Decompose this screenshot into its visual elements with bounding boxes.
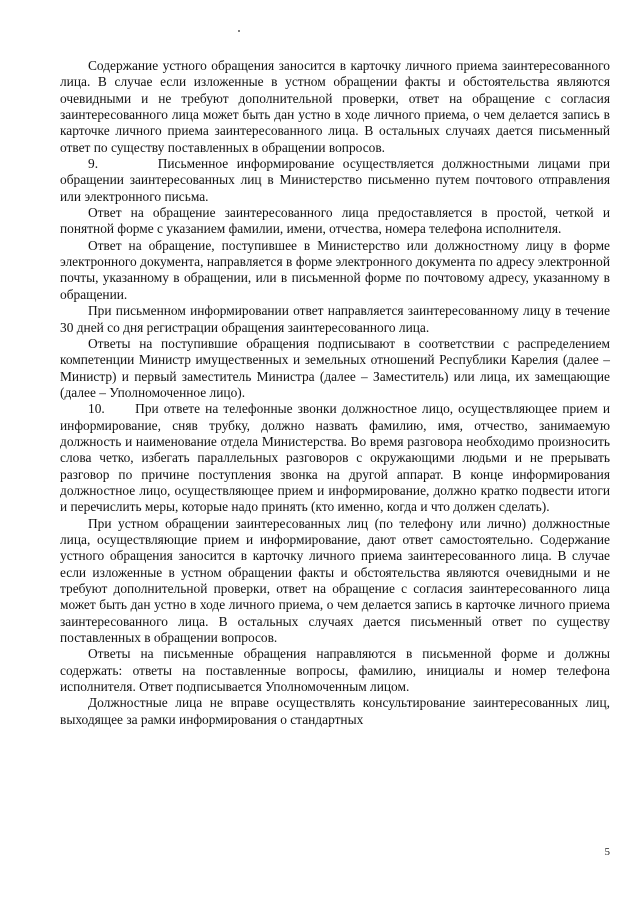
document-body — [60, 58, 610, 728]
paragraph-consulting-limit: Должностные лица не вправе осуществлять консультирование заинтересованных лиц, выходящее за рамки информирования о стандартных — [60, 695, 610, 727]
page-number: 5 — [604, 846, 610, 858]
paragraph-signing: Ответы на поступившие обращения подписывают в соответствии с распределением компетенции Министр имущественных и земельных отношений Республики Карелия (далее – Министр) и первый заместитель Министра (далее – Заместитель) или лица, их замещающие (далее – Уполномоченное лицо). — [60, 335, 610, 400]
paragraph-30-days: При письменном информировании ответ направляется заинтересованному лицу в течение 30 дней со дня регистрации обращения заинтересованного лица. — [60, 303, 610, 335]
paragraph-oral-appeal: При устном обращении заинтересованных лиц (по телефону или лично) должностные лица, осуществляющие прием и информирование, дают ответ самостоятельно. Содержание устного обращения заносится в карточку личного приема заинтересованного лица. В случае если изложенные в устном обращении факты и обстоятельства являются очевидными и не требуют дополнительной проверки, ответ на обращение с согласия заинтересованного лица может быть дан устно в ходе личного приема, о чем делается запись в карточке личного приема заинтересованного лица. В остальных случаях дается письменный ответ по существу поставленных в обращении вопросов. — [60, 515, 610, 646]
paragraph-electronic-answer: Ответ на обращение, поступившее в Министерство или должностному лицу в форме электронного документа, направляется в форме электронного документа по адресу электронной почты, указанному в обращении, или в письменной форме по почтовому адресу, указанному в обращении. — [60, 237, 610, 302]
scan-speck — [238, 30, 240, 32]
paragraph-10-phone-calls: 10. При ответе на телефонные звонки должностное лицо, осуществляющее прием и информирование, сняв трубку, должно назвать фамилию, имя, отчество, занимаемую должность и наименование отдела Министерства. Во время разговора необходимо произносить слова четко, избегать параллельных разговоров с окружающими людьми и не прерывать разговор по причине поступления звонка на другой аппарат. В конце информирования должностное лицо, осуществляющее прием и информирование, должно кратко подвести итоги и перечислить меры, которые надо принять (кто именно, когда и что должен сделать). — [60, 401, 610, 515]
paragraph-answer-form: Ответ на обращение заинтересованного лица предоставляется в простой, четкой и понятной форме с указанием фамилии, имени, отчества, номера телефона исполнителя. — [60, 205, 610, 237]
paragraph-oral-appeal-record: Содержание устного обращения заносится в карточку личного приема заинтересованного лица. В случае если изложенные в устном обращении факты и обстоятельства являются очевидными и не требуют дополнительной проверки, ответ на обращение с согласия заинтересованного лица может быть дан устно в ходе личного приема, о чем делается запись в карточке личного приема заинтересованного лица. В остальных случаях дается письменный ответ по существу поставленных в обращении вопросов. — [60, 58, 610, 155]
paragraph-9-written-informing: 9. Письменное информирование осуществляется должностными лицами при обращении заинтересованных лиц в Министерство письменно путем почтового отправления или электронного письма. — [60, 156, 610, 204]
paragraph-written-answers: Ответы на письменные обращения направляются в письменной форме и должны содержать: ответы на поставленные вопросы, фамилию, инициалы и номер телефона исполнителя. Ответ подписывается Уполномоченным лицом. — [60, 646, 610, 695]
